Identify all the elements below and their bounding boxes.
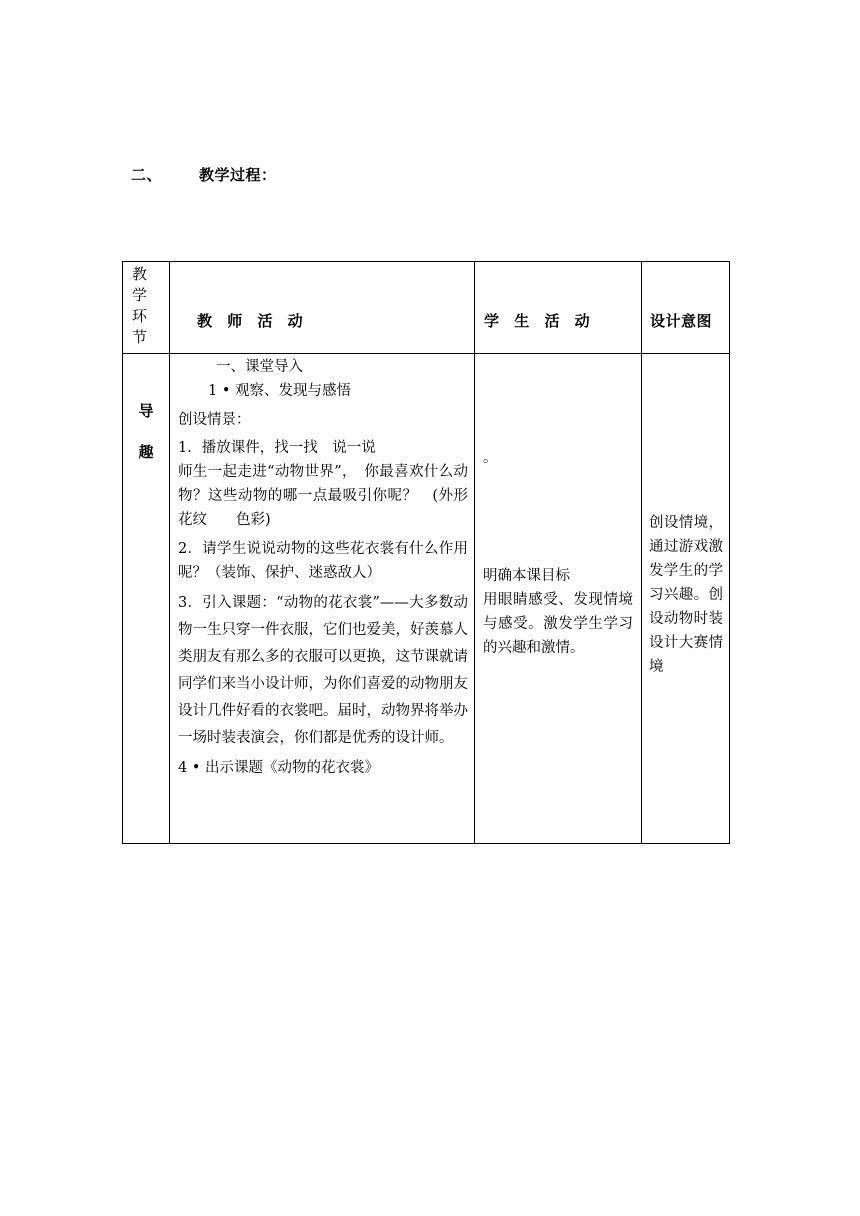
table-row	[123, 354, 730, 844]
header-teacher-activity: 教 师 活 动	[197, 312, 308, 330]
design-intent-cell	[642, 354, 730, 844]
section-number: 二、	[131, 166, 163, 184]
stage-label	[123, 400, 169, 462]
header-student-cell	[475, 262, 642, 354]
intro-title: 一、课堂导入	[216, 359, 303, 375]
section-title: 教学过程：	[199, 166, 277, 184]
header-design-cell	[642, 262, 730, 354]
header-student-activity: 学 生 活 动	[484, 312, 595, 330]
header-design-intent: 设计意图	[650, 312, 713, 330]
header-stage: 教学环节	[132, 265, 148, 346]
design-intent-text: 创设情境，通过游戏激发学生的学习兴趣。创设动物时装设计大赛情境	[649, 515, 723, 675]
design-intent	[642, 511, 729, 679]
activity-item-2: 2．请学生说说动物的这些花衣裳有什么作用呢？（装饰、保护、迷惑敌人）	[178, 541, 468, 581]
student-goal: 明确本课目标	[483, 568, 570, 584]
student-description: 用眼睛感受、发现情境与感受。激发学生学习的兴趣和激情。	[483, 592, 633, 656]
student-activity-cell	[475, 354, 642, 844]
student-activity	[475, 446, 641, 660]
section-heading	[131, 164, 277, 185]
stage-label-line2: 趣	[138, 443, 154, 461]
activity-item-4: 4 • 出示课题《动物的花衣裳》	[178, 760, 379, 776]
stage-cell	[123, 354, 170, 844]
header-stage-cell	[123, 262, 170, 354]
student-dot: 。	[483, 450, 498, 466]
header-teacher-cell	[170, 262, 475, 354]
activity-item-1: 1．播放课件，找一找 说一说	[178, 440, 376, 456]
lesson-plan-table	[122, 261, 730, 844]
intro-subtitle: 1 • 观察、发现与感悟	[208, 383, 351, 399]
teacher-activity	[170, 354, 497, 780]
activity-item-3: 3．引入课题：“动物的花衣裳”——大多数动物一生只穿一件衣服，它们也爱美，好羡慕人类朋友有那么多的衣服可以更换，这节课就请同学们来当小设计师，为你们喜爱的动物朋友设计几件好看的衣裳吧。届时，动物界将举办一场时装表演会，你们都是优秀的设计师。	[178, 595, 468, 746]
stage-label-line1: 导	[138, 402, 154, 420]
table-header-row	[123, 262, 730, 354]
teacher-activity-cell	[170, 354, 497, 844]
activity-item-1-body: 师生一起走进“动物世界”， 你最喜欢什么动物？这些动物的哪一点最吸引你呢？ (外形 花纹 色彩)	[178, 464, 497, 528]
scene-label: 创设情景：	[178, 412, 251, 428]
